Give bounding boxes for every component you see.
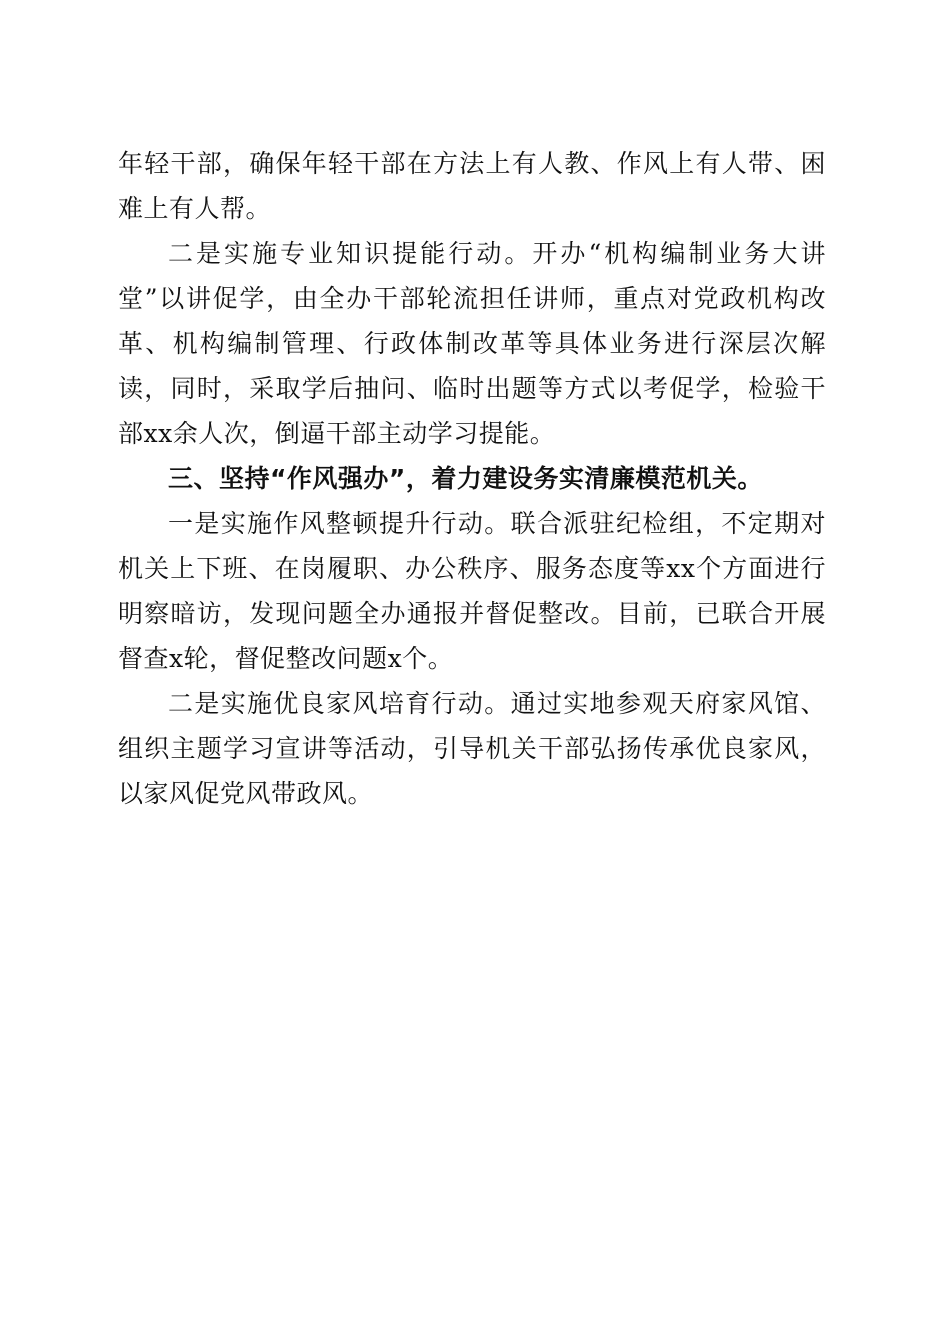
paragraph-continuation [118, 141, 826, 231]
paragraph-lead: 一是实施作风整顿提升行动。 [168, 509, 511, 538]
paragraph-text: 通过实地参观天府家风馆、组织主题学习宣讲等活动，引导机关干部弘扬传承优良家风，以家风促党风带政风。 [118, 689, 826, 808]
paragraph-professional-knowledge [118, 231, 826, 456]
paragraph-lead: 二是实施优良家风培育行动。 [168, 689, 511, 718]
paragraph-text: 联合派驻纪检组，不定期对机关上下班、在岗履职、办公秩序、服务态度等xx个方面进行明察暗访，发现问题全办通报并督促整改。目前，已联合开展督查x轮，督促整改问题x个。 [118, 509, 826, 673]
paragraph-text: 年轻干部，确保年轻干部在方法上有人教、作风上有人带、困难上有人帮。 [118, 149, 826, 223]
document-body [118, 141, 826, 816]
paragraph-lead: 二是实施专业知识提能行动。 [168, 239, 533, 268]
paragraph-family-style [118, 681, 826, 816]
paragraph-text: 开办“机构编制业务大讲堂”以讲促学，由全办干部轮流担任讲师，重点对党政机构改革、机构编制管理、行政体制改革等具体业务进行深层次解读，同时，采取学后抽问、临时出题等方式以考促学，检验干部xx余人次，倒逼干部主动学习提能。 [118, 239, 826, 448]
paragraph-work-style [118, 501, 826, 681]
section-heading: 三、坚持“作风强办”，着力建设务实清廉模范机关。 [168, 464, 763, 493]
